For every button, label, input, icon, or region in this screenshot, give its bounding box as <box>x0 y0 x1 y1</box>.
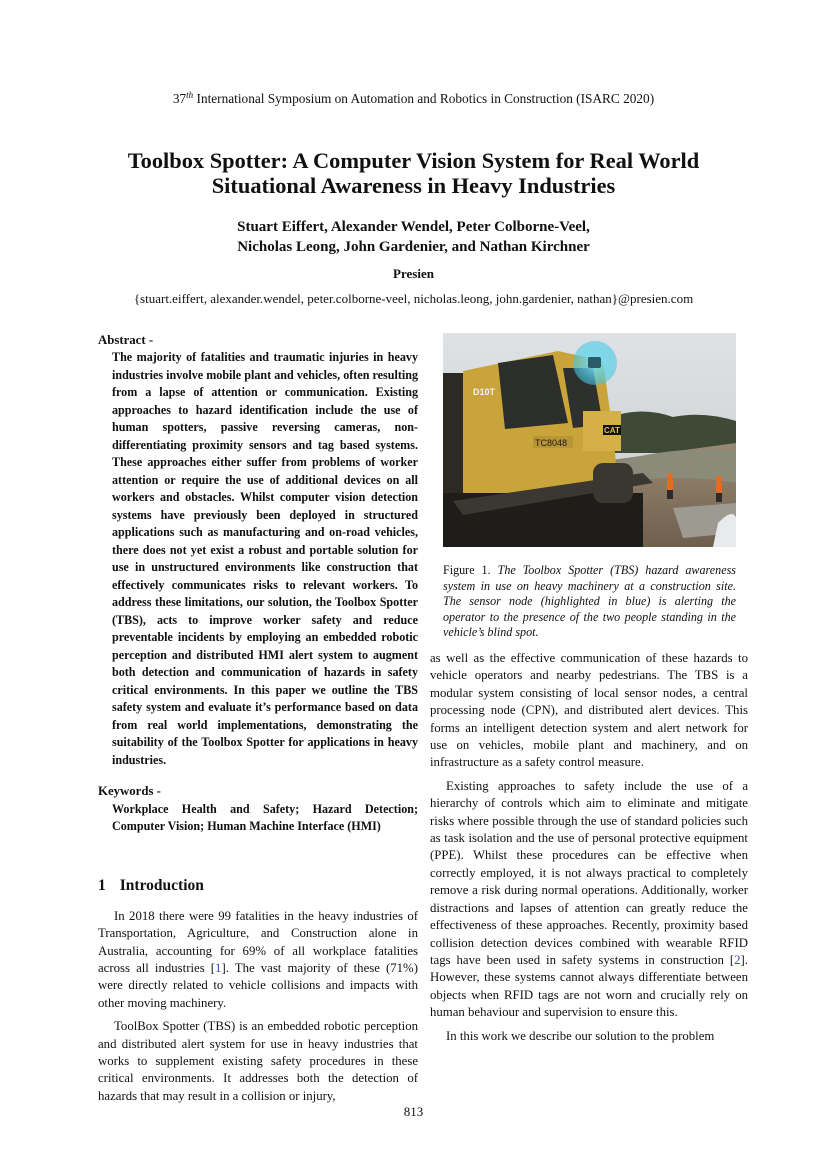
model-text: D10T <box>473 387 496 397</box>
track-sprocket <box>593 463 633 503</box>
figure-caption-text: The Toolbox Spotter (TBS) hazard awareness system in use on heavy machinery at a construction site. The sensor node (highlighted in blue) is alerting the operator to the presence of the two people standing in the vehicle’s blind spot. <box>443 563 737 639</box>
authors-line-2: Nicholas Leong, John Gardenier, and Nathan Kirchner <box>237 239 590 255</box>
intro-p1-text-b: ]. The vast majority of these (71%) were directly related to vehicle collisions and impacts with other moving machinery. <box>98 961 418 1010</box>
affiliation: Presien <box>393 266 434 281</box>
conference-header <box>0 86 827 108</box>
figure-1-caption <box>443 563 736 641</box>
header-ordinal: 37 <box>172 91 187 106</box>
brand-text: CAT <box>604 426 620 435</box>
citation-link-1[interactable]: 1 <box>215 961 222 976</box>
keywords-label: Keywords - <box>98 784 161 799</box>
abstract-label: Abstract - <box>98 333 154 347</box>
figure-label: Figure 1. <box>443 563 491 577</box>
intro-p4-text-b: ]. However, these systems cannot always differentiate between objects when RFID tags are not worn and crucially rely on human behaviour and supervision to ensure this. <box>430 952 748 1020</box>
intro-p4-text-a: Existing approaches to safety include the use of a hierarchy of controls which aim to eliminate and mitigate risks where possible through the use of standard policies such as task isolation and the use of personal protective equipment (PPE). Whilst these procedures can be effective when correctly employed, it is not always practical to completely remove a risk during normal operations. Additionally, worker distractions and lapses of attention can greatly reduce the effectiveness of these approaches. Recently, proximity based collision detection devices combined with wearable RFID tags have been used in safety systems in construction [ <box>430 778 748 967</box>
intro-p1-text-a: In 2018 there were 99 fatalities in the heavy industries of Transportation, Agriculture, and Construction alone in Australia, accounting for 69% of all workplace fatalities across all industries [ <box>98 908 418 976</box>
abstract-body: The majority of fatalities and traumatic injuries in heavy industries involve mobile plant and vehicles, often resulting from a lapse of attention or communication. Existing approaches to hazard identification include the use of human spotters, passive reversing cameras, non-differentiating proximity sensors and tag based systems. These approaches either suffer from problems of worker attention or require the use of additional devices on all workers and obstacles. Whilst computer vision detection systems have previously been deployed in structured applications such as manufacturing and on-road vehicles, there does not yet exist a robust and portable solution for use in unstructured environments like construction that effectively communicates risks to relevant workers. To address these limitations, our solution, the Toolbox Spotter (TBS), acts to improve worker safety and reduce preventable incidents by employing an embedded robotic perception and distributed HMI alert system to augment both detection and communication of hazards in safety critical environments. In this paper we outline the TBS safety system and evaluate it’s performance based on data from real world implementations, demonstrating the suitability of the Toolbox Spotter for applications in heavy industries. <box>112 350 418 767</box>
title-line-2: Situational Awareness in Heavy Industries <box>211 173 616 198</box>
figure-1-photo <box>443 333 736 547</box>
worker-person-2 <box>716 476 722 502</box>
section-number: 1 <box>98 876 106 894</box>
author-list <box>60 217 767 257</box>
section-title: Introduction <box>119 876 204 894</box>
author-emails: {stuart.eiffert, alexander.wendel, peter.colborne-veel, nicholas.leong, john.gardenier, nathan}@presien.com <box>133 291 694 306</box>
authors-line-1: Stuart Eiffert, Alexander Wendel, Peter Colborne-Veel, <box>237 219 590 235</box>
header-superscript: th <box>186 90 194 100</box>
right-column <box>430 650 748 1051</box>
machine-id-text: TC8048 <box>535 438 568 448</box>
intro-paragraph-5: In this work we describe our solution to the problem <box>446 1028 715 1043</box>
page-number: 813 <box>403 1104 424 1119</box>
intro-paragraph-3: as well as the effective communication of these hazards to vehicle operators and nearby pedestrians. The TBS is a modular system consisting of local sensor nodes, a central processing node (CPN), and distributed alert devices. This forms an intelligent detection system and alert network for use on vehicles, mobile plant and machinery, and on infrastructure as a safety control measure. <box>430 651 748 770</box>
intro-paragraph-4 <box>430 778 748 1022</box>
left-column <box>98 332 418 1111</box>
citation-link-2[interactable]: 2 <box>734 952 741 967</box>
keywords-body: Workplace Health and Safety; Hazard Detection; Computer Vision; Human Machine Interface (HMI) <box>112 801 418 834</box>
title-line-1: Toolbox Spotter: A Computer Vision System for Real World <box>127 148 700 173</box>
header-text: International Symposium on Automation and Robotics in Construction (ISARC 2020) <box>193 91 655 106</box>
worker-person-1 <box>667 473 673 499</box>
paper-title <box>60 148 767 198</box>
intro-paragraph-1 <box>98 908 418 1012</box>
section-heading-introduction <box>98 876 418 896</box>
intro-paragraph-2: ToolBox Spotter (TBS) is an embedded robotic perception and distributed alert system for use in heavy industries that works to supplement existing safety procedures in these critical environments. It addresses both the detection of hazards that may result in a collision or injury, <box>98 1019 418 1103</box>
construction-site-photo <box>443 333 736 547</box>
sensor-node-icon <box>588 357 601 368</box>
